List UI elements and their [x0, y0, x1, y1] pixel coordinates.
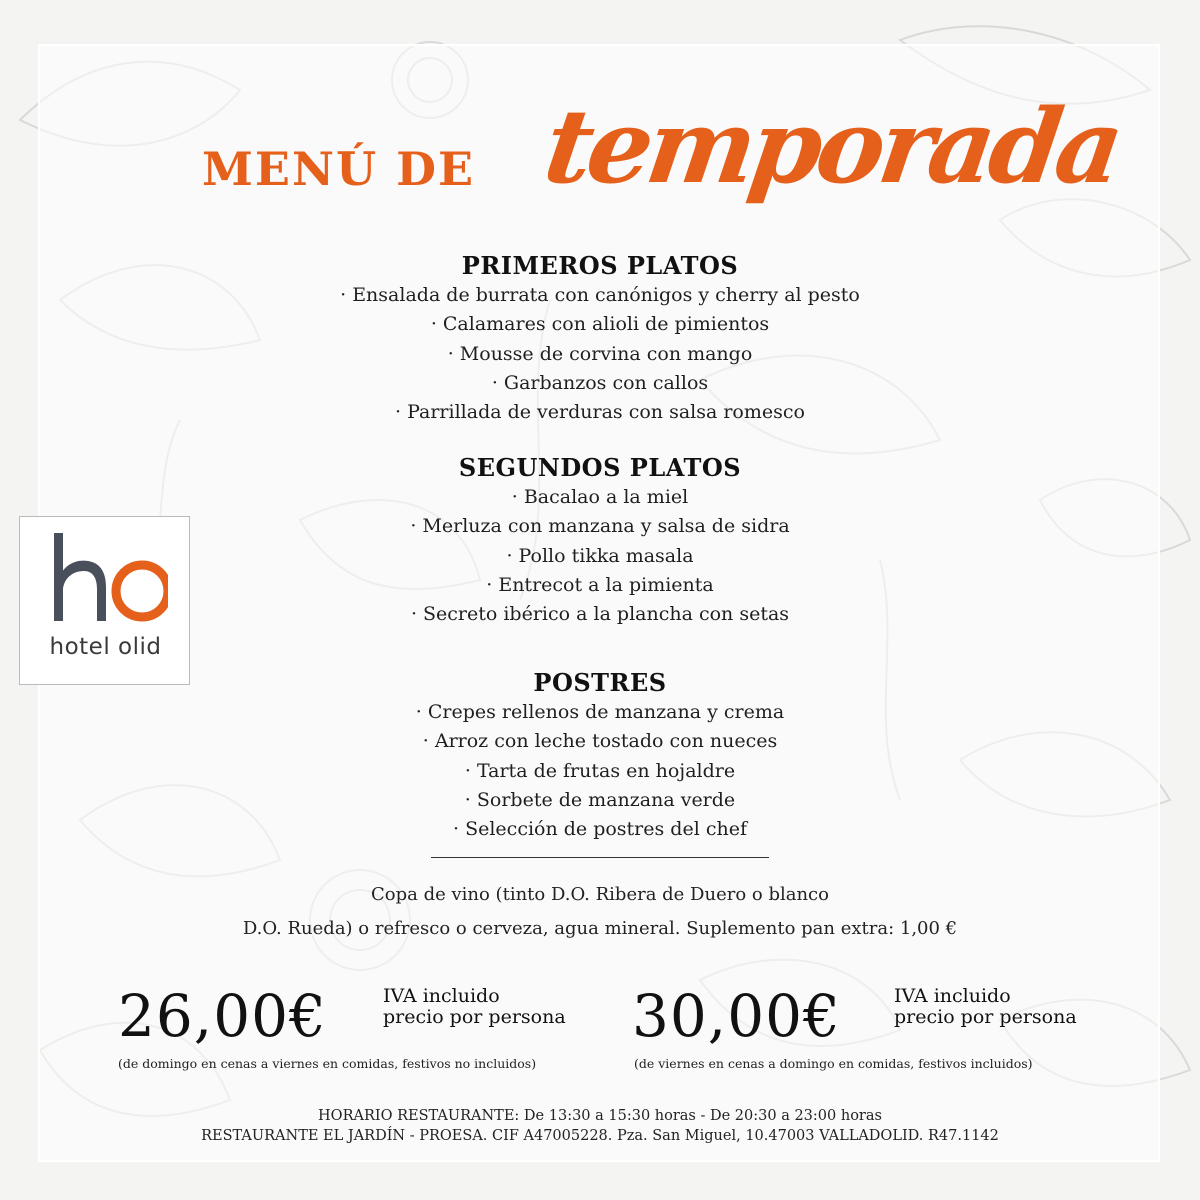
- dish-item: · Selección de postres del chef: [453, 818, 747, 841]
- footer-hours: HORARIO RESTAURANTE: De 13:30 a 15:30 horas - De 20:30 a 23:00 horas: [318, 1108, 882, 1124]
- footer: [100, 1106, 1100, 1146]
- price-condition: (de viernes en cenas a domingo en comidas, festivos incluidos): [634, 1056, 1033, 1071]
- dish-item: · Ensalada de burrata con canónigos y cherry al pesto: [340, 284, 860, 306]
- logo-text: hotel olid: [49, 634, 162, 660]
- dish-item: · Parrillada de verduras con salsa romesco: [395, 401, 805, 424]
- dish-item: · Pollo tikka masala: [506, 544, 694, 567]
- divider: [431, 857, 769, 858]
- price-block-weekday: [118, 982, 588, 1081]
- drinks-note-line: D.O. Rueda) o refresco o cerveza, agua mineral. Suplemento pan extra: 1,00 €: [242, 918, 958, 939]
- dish-item: · Sorbete de manzana verde: [464, 788, 736, 811]
- dish-item: · Entrecot a la pimienta: [486, 573, 714, 596]
- dish-item: · Calamares con alioli de pimientos: [430, 313, 770, 336]
- dish-item: · Mousse de corvina con mango: [447, 342, 753, 365]
- menu-title: [190, 87, 1126, 226]
- footer-address: RESTAURANTE EL JARDÍN - PROESA. CIF A47005228. Pza. San Miguel, 10.47003 VALLADOLID. R47.1142: [201, 1128, 999, 1144]
- hotel-olid-logo: [19, 516, 190, 685]
- dish-item: · Bacalao a la miel: [511, 486, 689, 508]
- section-postres: [250, 668, 950, 844]
- dish-item: · Garbanzos con callos: [491, 371, 709, 394]
- section-segundos: [250, 453, 950, 629]
- price-per-person: precio por persona: [894, 1006, 1077, 1028]
- price-amount: 26,00€: [118, 982, 327, 1050]
- section-primeros: [250, 251, 950, 427]
- price-tax: IVA incluido: [383, 985, 500, 1007]
- ho-logo-icon: [48, 529, 168, 629]
- price-tax: IVA incluido: [894, 985, 1011, 1007]
- section-title: PRIMEROS PLATOS: [461, 251, 739, 280]
- dish-item: · Arroz con leche tostado con nueces: [422, 730, 778, 753]
- price-block-weekend: [632, 982, 1102, 1081]
- price-info: [894, 986, 1077, 1028]
- price-amount: 30,00€: [632, 982, 841, 1050]
- title-temporada: temporada: [537, 87, 1126, 207]
- drinks-note: [150, 878, 1050, 946]
- price-info: [383, 986, 566, 1028]
- price-per-person: precio por persona: [383, 1006, 566, 1028]
- dish-item: · Crepes rellenos de manzana y crema: [415, 701, 785, 723]
- title-menu-de: MENÚ DE: [202, 142, 476, 196]
- dish-item: · Secreto ibérico a la plancha con setas: [410, 603, 790, 626]
- section-title: SEGUNDOS PLATOS: [458, 453, 742, 482]
- section-title: POSTRES: [533, 668, 667, 697]
- dish-item: · Tarta de frutas en hojaldre: [464, 759, 736, 782]
- drinks-note-line: Copa de vino (tinto D.O. Ribera de Duero o blanco: [371, 884, 829, 905]
- price-condition: (de domingo en cenas a viernes en comidas, festivos no incluidos): [118, 1056, 537, 1071]
- dish-item: · Merluza con manzana y salsa de sidra: [410, 515, 790, 538]
